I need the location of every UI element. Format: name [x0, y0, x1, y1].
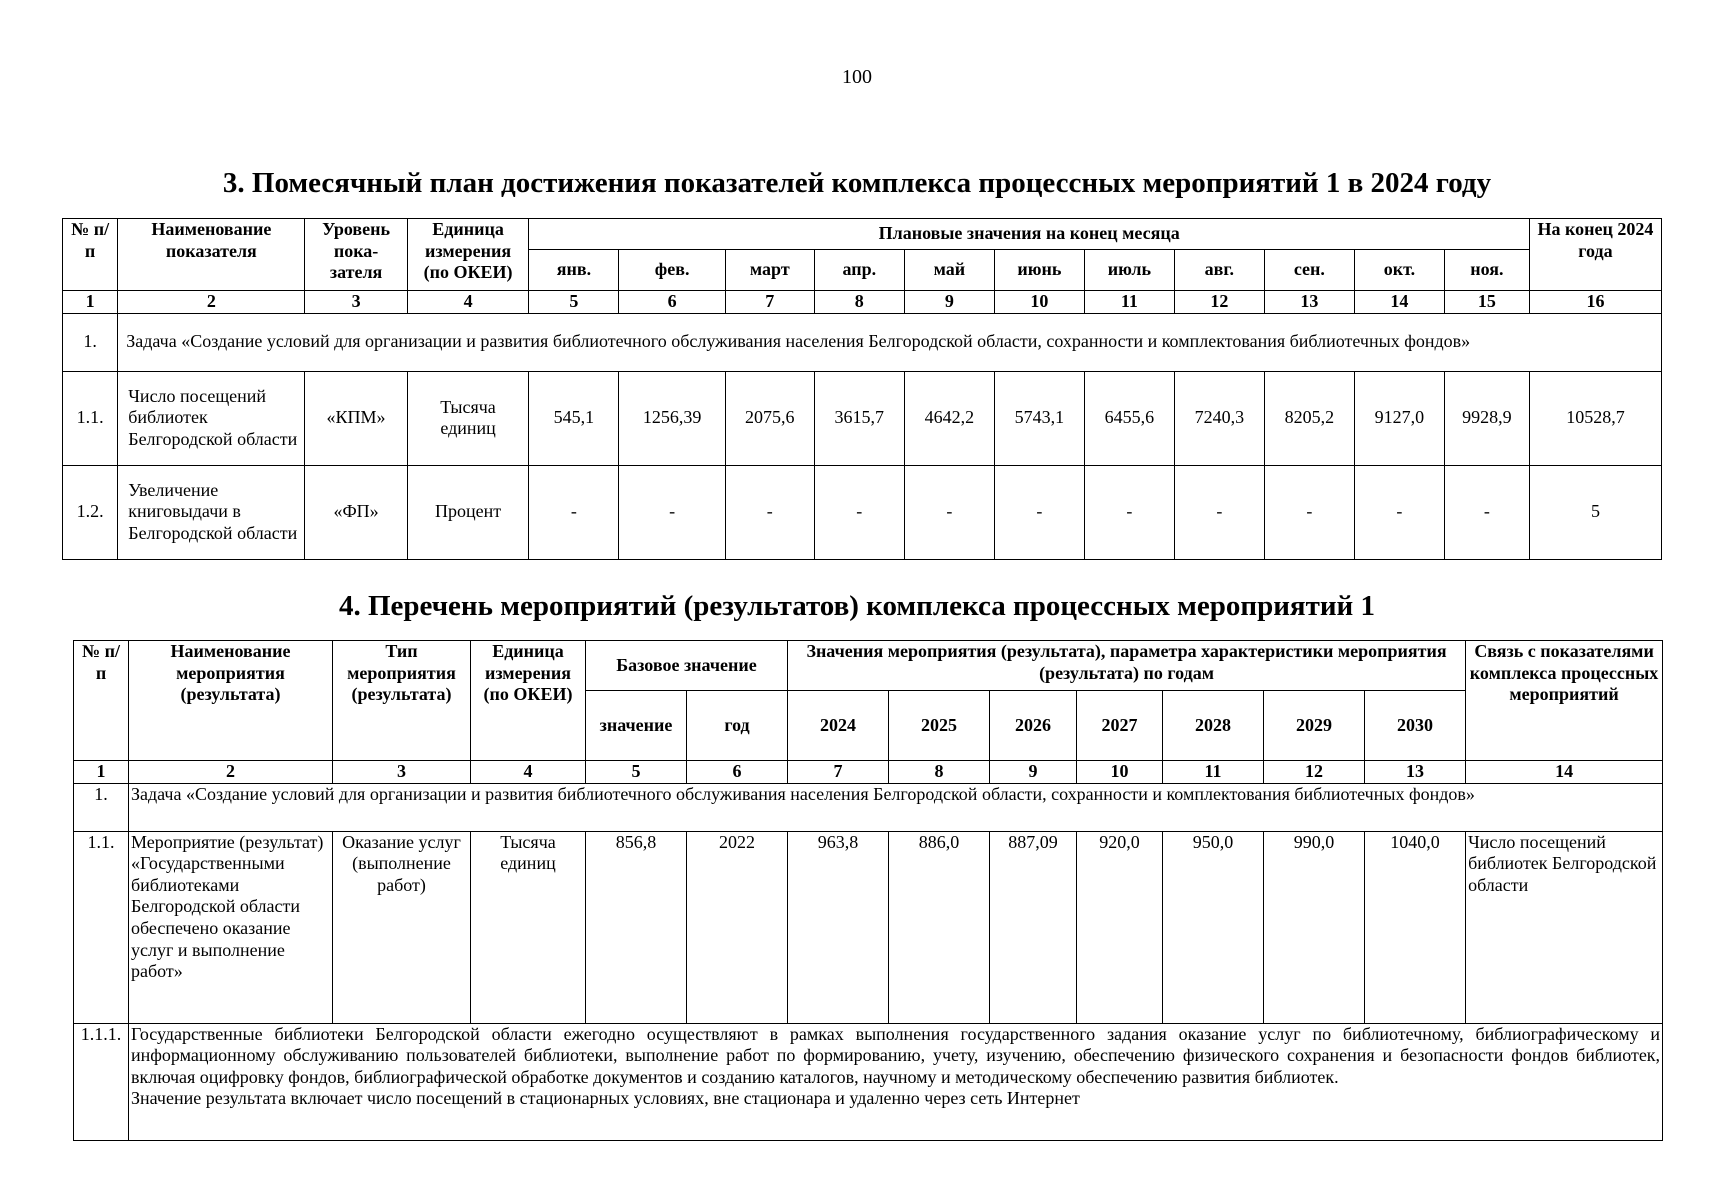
- column-number: 1: [74, 761, 129, 784]
- month-value: 5743,1: [994, 371, 1084, 465]
- column-number: 12: [1174, 291, 1264, 314]
- year-header: 2027: [1077, 691, 1163, 761]
- values-by-year-header: Значения мероприятия (результата), параметра характеристики мероприятия (результата) по годам: [788, 641, 1466, 691]
- col-unit-header: Единица измерения (по ОКЕИ): [407, 219, 529, 291]
- month-value: 9928,9: [1444, 371, 1529, 465]
- plan-values-header: Плановые значения на конец месяца: [529, 219, 1530, 250]
- monthly-plan-table: [62, 218, 1662, 560]
- column-number: 8: [814, 291, 904, 314]
- table-row: [63, 371, 1662, 465]
- month-value: -: [1264, 465, 1354, 559]
- column-number: 10: [994, 291, 1084, 314]
- column-number: 11: [1163, 761, 1264, 784]
- indicator-name: Число посещений библиотек Белгородской области: [118, 371, 305, 465]
- column-number: 12: [1264, 761, 1365, 784]
- year-header: 2026: [990, 691, 1077, 761]
- column-number: 7: [788, 761, 889, 784]
- column-numbers-row: [74, 761, 1663, 784]
- description-number: 1.1.1.: [74, 1023, 129, 1140]
- month-header: апр.: [814, 250, 904, 291]
- description-row: [74, 1023, 1663, 1140]
- activities-table: [73, 640, 1663, 1141]
- col-type-header: Тип мероприятия (результата): [333, 641, 471, 761]
- task-row: [74, 783, 1663, 831]
- col-name-header: Наименование мероприятия (результата): [129, 641, 333, 761]
- base-year-subheader: год: [687, 691, 788, 761]
- month-value: -: [1444, 465, 1529, 559]
- month-value: 7240,3: [1174, 371, 1264, 465]
- column-number: 2: [118, 291, 305, 314]
- col-level-header: Уровень пока-зателя: [305, 219, 407, 291]
- header-row: [74, 641, 1663, 691]
- task-row: [63, 313, 1662, 371]
- year-header: 2029: [1264, 691, 1365, 761]
- task-text: Задача «Создание условий для организации и развития библиотечного обслуживания населения Белгородской области, сохранности и комплектования библиотечных фондов»: [118, 313, 1662, 371]
- month-header: июнь: [994, 250, 1084, 291]
- indicator-unit: Процент: [407, 465, 529, 559]
- base-value-header: Базовое значение: [586, 641, 788, 691]
- col-link-header: Связь с показателями комплекса процессных мероприятий: [1466, 641, 1663, 761]
- base-value-subheader: значение: [586, 691, 687, 761]
- end-of-year-value: 5: [1529, 465, 1661, 559]
- description-paragraph: Значение результата включает число посещений в стационарных условиях, вне стационара и удаленно через сеть Интернет: [131, 1088, 1080, 1109]
- year-value: 990,0: [1264, 831, 1365, 1023]
- month-value: -: [814, 465, 904, 559]
- col-name-header: Наименование показателя: [118, 219, 305, 291]
- column-number: 3: [305, 291, 407, 314]
- row-number: 1.2.: [63, 465, 118, 559]
- month-value: 545,1: [529, 371, 619, 465]
- page-number: 100: [842, 66, 872, 88]
- column-number: 1: [63, 291, 118, 314]
- year-header: 2025: [889, 691, 990, 761]
- col-num-header: № п/п: [63, 219, 118, 291]
- activity-type: Оказание услуг (выполнение работ): [333, 831, 471, 1023]
- column-number: 7: [725, 291, 814, 314]
- base-year: 2022: [687, 831, 788, 1023]
- month-value: 2075,6: [725, 371, 814, 465]
- month-header: фев.: [619, 250, 725, 291]
- section-3-title: 3. Помесячный план достижения показателей комплекса процессных мероприятий 1 в 2024 году: [222, 167, 1492, 199]
- indicator-level: «КПМ»: [305, 371, 407, 465]
- month-value: 4642,2: [904, 371, 994, 465]
- description-text: [129, 1023, 1663, 1140]
- column-number: 15: [1444, 291, 1529, 314]
- end-of-year-value: 10528,7: [1529, 371, 1661, 465]
- column-number: 3: [333, 761, 471, 784]
- month-value: 1256,39: [619, 371, 725, 465]
- row-number: 1.1.: [63, 371, 118, 465]
- month-value: -: [994, 465, 1084, 559]
- month-value: -: [619, 465, 725, 559]
- month-value: 6455,6: [1084, 371, 1174, 465]
- column-number: 9: [904, 291, 994, 314]
- column-number: 14: [1466, 761, 1663, 784]
- indicator-unit: Тысяча единиц: [407, 371, 529, 465]
- description-paragraph: Государственные библиотеки Белгородской области ежегодно осуществляют в рамках выполнения государственного задания оказание услуг по библиотечному, библиографическому и информационному обслуживанию пользователей библиотеки, выполнение работ по формированию, учету, изучению, обеспечению физического сохранения и безопасности фондов библиотек, включая оцифровку фондов, библиографической обработке документов и созданию каталогов, научному и методическому обеспечению развития библиотек.: [131, 1023, 1661, 1087]
- month-value: -: [1084, 465, 1174, 559]
- end-of-year-header: На конец 2024 года: [1529, 219, 1661, 291]
- month-value: -: [904, 465, 994, 559]
- year-value: 920,0: [1077, 831, 1163, 1023]
- month-header: янв.: [529, 250, 619, 291]
- month-value: -: [1354, 465, 1444, 559]
- activity-unit: Тысяча единиц: [471, 831, 586, 1023]
- table-row: [63, 465, 1662, 559]
- year-header: 2030: [1365, 691, 1466, 761]
- table-row: [74, 831, 1663, 1023]
- month-header: июль: [1084, 250, 1174, 291]
- year-header: 2028: [1163, 691, 1264, 761]
- month-value: -: [529, 465, 619, 559]
- column-number: 5: [586, 761, 687, 784]
- column-number: 11: [1084, 291, 1174, 314]
- month-header: окт.: [1354, 250, 1444, 291]
- column-number: 10: [1077, 761, 1163, 784]
- column-number: 14: [1354, 291, 1444, 314]
- task-text: Задача «Создание условий для организации и развития библиотечного обслуживания населения Белгородской области, сохранности и комплектования библиотечных фондов»: [129, 783, 1663, 831]
- column-number: 8: [889, 761, 990, 784]
- task-number: 1.: [63, 313, 118, 371]
- column-number: 4: [407, 291, 529, 314]
- column-number: 13: [1365, 761, 1466, 784]
- activity-name: Мероприятие (результат) «Государственными библиотеками Белгородской области обеспечено оказание услуг и выполнение работ»: [129, 831, 333, 1023]
- column-number: 5: [529, 291, 619, 314]
- column-number: 9: [990, 761, 1077, 784]
- month-header: сен.: [1264, 250, 1354, 291]
- column-number: 6: [619, 291, 725, 314]
- row-number: 1.1.: [74, 831, 129, 1023]
- indicator-level: «ФП»: [305, 465, 407, 559]
- month-header: март: [725, 250, 814, 291]
- column-number: 16: [1529, 291, 1661, 314]
- year-value: 950,0: [1163, 831, 1264, 1023]
- col-num-header: № п/п: [74, 641, 129, 761]
- year-header: 2024: [788, 691, 889, 761]
- column-numbers-row: [63, 291, 1662, 314]
- month-header: май: [904, 250, 994, 291]
- base-value: 856,8: [586, 831, 687, 1023]
- month-header: авг.: [1174, 250, 1264, 291]
- column-number: 2: [129, 761, 333, 784]
- month-value: -: [1174, 465, 1264, 559]
- year-value: 887,09: [990, 831, 1077, 1023]
- header-row: [63, 219, 1662, 250]
- month-value: 3615,7: [814, 371, 904, 465]
- month-header: ноя.: [1444, 250, 1529, 291]
- month-value: 9127,0: [1354, 371, 1444, 465]
- column-number: 4: [471, 761, 586, 784]
- column-number: 13: [1264, 291, 1354, 314]
- section-4-title: 4. Перечень мероприятий (результатов) комплекса процессных мероприятий 1: [338, 590, 1376, 622]
- indicator-name: Увеличение книговыдачи в Белгородской области: [118, 465, 305, 559]
- year-value: 1040,0: [1365, 831, 1466, 1023]
- column-number: 6: [687, 761, 788, 784]
- task-number: 1.: [74, 783, 129, 831]
- month-value: 8205,2: [1264, 371, 1354, 465]
- year-value: 886,0: [889, 831, 990, 1023]
- year-value: 963,8: [788, 831, 889, 1023]
- col-unit-header: Единица измерения (по ОКЕИ): [471, 641, 586, 761]
- month-value: -: [725, 465, 814, 559]
- linked-indicator: Число посещений библиотек Белгородской области: [1466, 831, 1663, 1023]
